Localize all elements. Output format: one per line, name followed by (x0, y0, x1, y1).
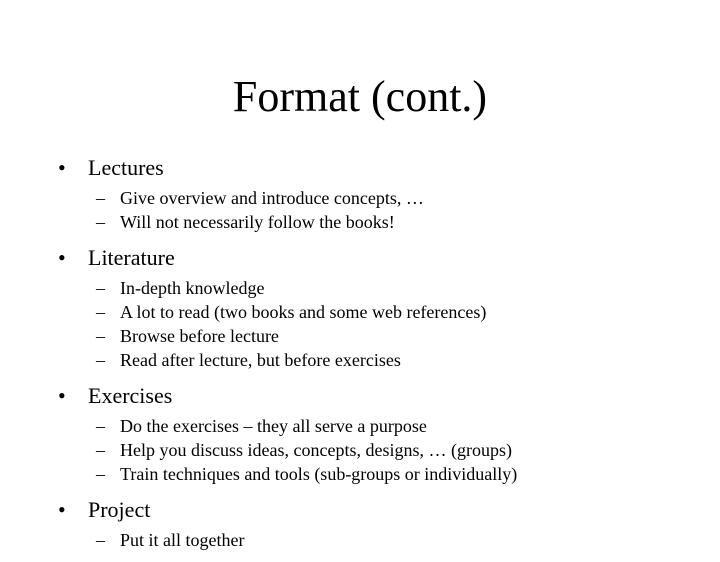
section-exercises (58, 382, 698, 486)
sub-bullet (58, 276, 698, 300)
dash-icon: – (96, 416, 105, 436)
sub-bullet (58, 300, 698, 324)
sub-bullet (58, 438, 698, 462)
dash-icon: – (96, 530, 105, 550)
bullet-heading-text: Lectures (88, 155, 164, 180)
sub-bullet (58, 528, 698, 552)
dash-icon: – (96, 464, 105, 484)
sub-bullet-list (58, 186, 698, 234)
section-project (58, 496, 698, 552)
sub-bullet-text: Give overview and introduce concepts, … (120, 188, 424, 208)
bullet-heading (58, 382, 698, 410)
sub-bullet (58, 324, 698, 348)
section-lectures (58, 154, 698, 234)
sub-bullet (58, 414, 698, 438)
bullet-heading (58, 244, 698, 272)
sub-bullet (58, 210, 698, 234)
sub-bullet-text: In-depth knowledge (120, 278, 265, 298)
dash-icon: – (96, 212, 105, 232)
dash-icon: – (96, 278, 105, 298)
dash-icon: – (96, 440, 105, 460)
dash-icon: – (96, 326, 105, 346)
bullet-heading (58, 496, 698, 524)
dash-icon: – (96, 188, 105, 208)
sub-bullet (58, 462, 698, 486)
bullet-icon: • (58, 497, 66, 522)
sub-bullet-text: Read after lecture, but before exercises (120, 350, 401, 370)
section-literature (58, 244, 698, 372)
dash-icon: – (96, 350, 105, 370)
slide-content (58, 154, 698, 562)
sub-bullet-text: Browse before lecture (120, 326, 279, 346)
bullet-heading-text: Project (88, 497, 151, 522)
sub-bullet-text: Help you discuss ideas, concepts, designs, … (groups) (120, 440, 512, 460)
bullet-heading (58, 154, 698, 182)
bullet-icon: • (58, 155, 66, 180)
bullet-icon: • (58, 383, 66, 408)
dash-icon: – (96, 302, 105, 322)
sub-bullet-text: Will not necessarily follow the books! (120, 212, 395, 232)
sub-bullet-text: A lot to read (two books and some web references) (120, 302, 487, 322)
sub-bullet-text: Train techniques and tools (sub-groups or individually) (120, 464, 518, 484)
sub-bullet (58, 186, 698, 210)
sub-bullet-text: Put it all together (120, 530, 245, 550)
bullet-icon: • (58, 245, 66, 270)
sub-bullet (58, 348, 698, 372)
bullet-heading-text: Exercises (88, 383, 173, 408)
slide-title: Format (cont.) (232, 72, 488, 121)
sub-bullet-list (58, 414, 698, 486)
sub-bullet-list (58, 276, 698, 372)
bullet-heading-text: Literature (88, 245, 175, 270)
sub-bullet-list (58, 528, 698, 552)
sub-bullet-text: Do the exercises – they all serve a purpose (120, 416, 427, 436)
